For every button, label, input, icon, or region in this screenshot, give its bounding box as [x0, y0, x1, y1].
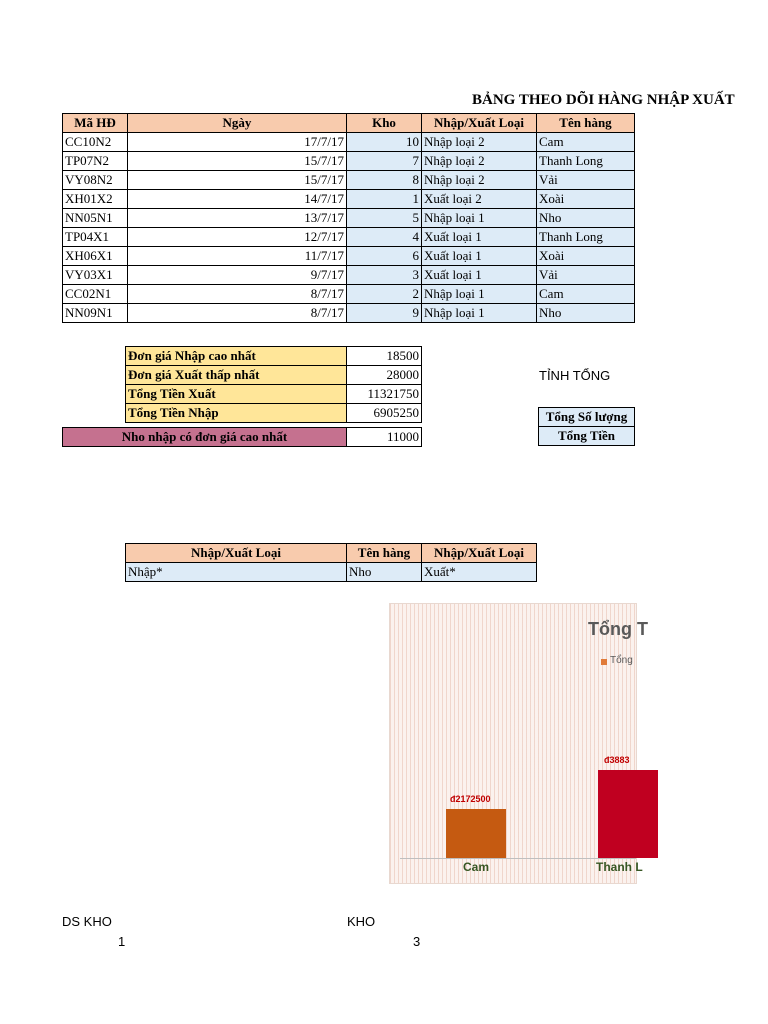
summary-value[interactable]: 11321750 — [347, 385, 422, 404]
nhap-xuat-loai-cell[interactable]: Nhập loại 1 — [422, 304, 537, 323]
header-kho[interactable]: Kho — [347, 114, 422, 133]
summary-table — [125, 346, 422, 423]
criteria-header — [126, 544, 537, 563]
kho-cell[interactable]: 8 — [347, 171, 422, 190]
nhap-xuat-loai-cell[interactable]: Nhập loại 2 — [422, 152, 537, 171]
nhap-xuat-loai-cell[interactable]: Nhập loại 1 — [422, 285, 537, 304]
ngay-cell[interactable]: 9/7/17 — [128, 266, 347, 285]
criteria-cell[interactable]: Xuất* — [422, 563, 537, 582]
kho-cell[interactable]: 9 — [347, 304, 422, 323]
main-table-header — [63, 114, 635, 133]
table-row — [63, 209, 635, 228]
ten-hang-cell[interactable]: Thanh Long — [537, 152, 635, 171]
ma-hd-cell[interactable]: XH01X2 — [63, 190, 128, 209]
ma-hd-cell[interactable]: TP04X1 — [63, 228, 128, 247]
ten-hang-cell[interactable]: Nho — [537, 209, 635, 228]
kho-cell[interactable]: 1 — [347, 190, 422, 209]
chart-bar[interactable] — [598, 770, 658, 858]
total-quantity-cell[interactable]: Tổng Số lượng — [539, 408, 635, 427]
ngay-cell[interactable]: 8/7/17 — [128, 304, 347, 323]
ngay-cell[interactable]: 11/7/17 — [128, 247, 347, 266]
table-row — [63, 266, 635, 285]
main-table — [62, 113, 635, 323]
ngay-cell[interactable]: 14/7/17 — [128, 190, 347, 209]
highest-price-label[interactable]: Nho nhập có đơn giá cao nhất — [63, 428, 347, 447]
totals-box — [538, 407, 635, 446]
header-ngay[interactable]: Ngày — [128, 114, 347, 133]
summary-value[interactable]: 18500 — [347, 347, 422, 366]
kho-label: KHO — [347, 914, 376, 929]
summary-label[interactable]: Tổng Tiền Nhập — [126, 404, 347, 423]
nhap-xuat-loai-cell[interactable]: Xuất loại 1 — [422, 266, 537, 285]
ma-hd-cell[interactable]: VY08N2 — [63, 171, 128, 190]
summary-row — [126, 404, 422, 423]
nhap-xuat-loai-cell[interactable]: Xuất loại 1 — [422, 228, 537, 247]
ten-hang-cell[interactable]: Cam — [537, 285, 635, 304]
table-row — [63, 171, 635, 190]
ten-hang-cell[interactable]: Thanh Long — [537, 228, 635, 247]
table-row — [63, 285, 635, 304]
sheet-title: BẢNG THEO DÕI HÀNG NHẬP XUẤT — [472, 92, 735, 108]
tinh-tong-label: TỈNH TỔNG — [539, 368, 611, 383]
nhap-xuat-loai-cell[interactable]: Nhập loại 2 — [422, 171, 537, 190]
table-row — [63, 304, 635, 323]
ma-hd-cell[interactable]: NN05N1 — [63, 209, 128, 228]
ngay-cell[interactable]: 13/7/17 — [128, 209, 347, 228]
header-nhap-xuat-loai[interactable]: Nhập/Xuất Loại — [422, 114, 537, 133]
kho-value[interactable]: 3 — [413, 934, 421, 949]
ma-hd-cell[interactable]: CC02N1 — [63, 285, 128, 304]
table-row — [63, 133, 635, 152]
ds-kho-label: DS KHO — [62, 914, 112, 929]
criteria-table — [125, 543, 537, 582]
summary-value[interactable]: 28000 — [347, 366, 422, 385]
criteria-header-cell[interactable]: Tên hàng — [347, 544, 422, 563]
ma-hd-cell[interactable]: XH06X1 — [63, 247, 128, 266]
nhap-xuat-loai-cell[interactable]: Xuất loại 1 — [422, 247, 537, 266]
table-row — [63, 152, 635, 171]
ngay-cell[interactable]: 12/7/17 — [128, 228, 347, 247]
table-row — [63, 247, 635, 266]
ngay-cell[interactable]: 15/7/17 — [128, 152, 347, 171]
summary-label[interactable]: Đơn giá Xuất thấp nhất — [126, 366, 347, 385]
table-row — [63, 228, 635, 247]
chart-title: Tổng T — [588, 619, 648, 639]
kho-cell[interactable]: 2 — [347, 285, 422, 304]
ten-hang-cell[interactable]: Xoài — [537, 190, 635, 209]
chart-data-label: đ3883 — [604, 755, 630, 765]
total-amount-cell[interactable]: Tổng Tiền — [539, 427, 635, 446]
ma-hd-cell[interactable]: TP07N2 — [63, 152, 128, 171]
chart-bar[interactable] — [446, 809, 506, 858]
chart-baseline — [400, 858, 636, 859]
highest-price-row — [63, 428, 422, 447]
criteria-cell[interactable]: Nho — [347, 563, 422, 582]
chart-category-label: Thanh L — [596, 860, 643, 874]
legend-swatch — [601, 659, 607, 665]
kho-cell[interactable]: 4 — [347, 228, 422, 247]
kho-cell[interactable]: 5 — [347, 209, 422, 228]
summary-row — [126, 347, 422, 366]
ngay-cell[interactable]: 15/7/17 — [128, 171, 347, 190]
summary-label[interactable]: Tổng Tiền Xuất — [126, 385, 347, 404]
nhap-xuat-loai-cell[interactable]: Xuất loại 2 — [422, 190, 537, 209]
kho-cell[interactable]: 7 — [347, 152, 422, 171]
ngay-cell[interactable]: 8/7/17 — [128, 285, 347, 304]
legend-label: Tổng — [610, 655, 633, 666]
header-ma-hd[interactable]: Mã HĐ — [63, 114, 128, 133]
nhap-xuat-loai-cell[interactable]: Nhập loại 2 — [422, 133, 537, 152]
criteria-header-cell[interactable]: Nhập/Xuất Loại — [126, 544, 347, 563]
kho-cell[interactable]: 6 — [347, 247, 422, 266]
ten-hang-cell[interactable]: Xoài — [537, 247, 635, 266]
summary-row — [126, 366, 422, 385]
criteria-header-cell[interactable]: Nhập/Xuất Loại — [422, 544, 537, 563]
chart-category-label: Cam — [463, 860, 490, 874]
summary-row — [126, 385, 422, 404]
criteria-cell[interactable]: Nhập* — [126, 563, 347, 582]
nhap-xuat-loai-cell[interactable]: Nhập loại 1 — [422, 209, 537, 228]
header-ten-hang[interactable]: Tên hàng — [537, 114, 635, 133]
highest-price-value[interactable]: 11000 — [347, 428, 422, 447]
ds-kho-value[interactable]: 1 — [118, 934, 126, 949]
ngay-cell[interactable]: 17/7/17 — [128, 133, 347, 152]
ten-hang-cell[interactable]: Vải — [537, 266, 635, 285]
kho-cell[interactable]: 3 — [347, 266, 422, 285]
ma-hd-cell[interactable]: NN09N1 — [63, 304, 128, 323]
kho-cell[interactable]: 10 — [347, 133, 422, 152]
ma-hd-cell[interactable]: VY03X1 — [63, 266, 128, 285]
ma-hd-cell[interactable]: CC10N2 — [63, 133, 128, 152]
criteria-row — [126, 563, 537, 582]
chart-data-label: đ2172500 — [450, 794, 491, 804]
bar-chart[interactable] — [389, 603, 648, 884]
table-row — [63, 190, 635, 209]
ten-hang-cell[interactable]: Vải — [537, 171, 635, 190]
summary-label[interactable]: Đơn giá Nhập cao nhất — [126, 347, 347, 366]
summary-value[interactable]: 6905250 — [347, 404, 422, 423]
highest-price-table — [62, 427, 422, 447]
ten-hang-cell[interactable]: Nho — [537, 304, 635, 323]
ten-hang-cell[interactable]: Cam — [537, 133, 635, 152]
